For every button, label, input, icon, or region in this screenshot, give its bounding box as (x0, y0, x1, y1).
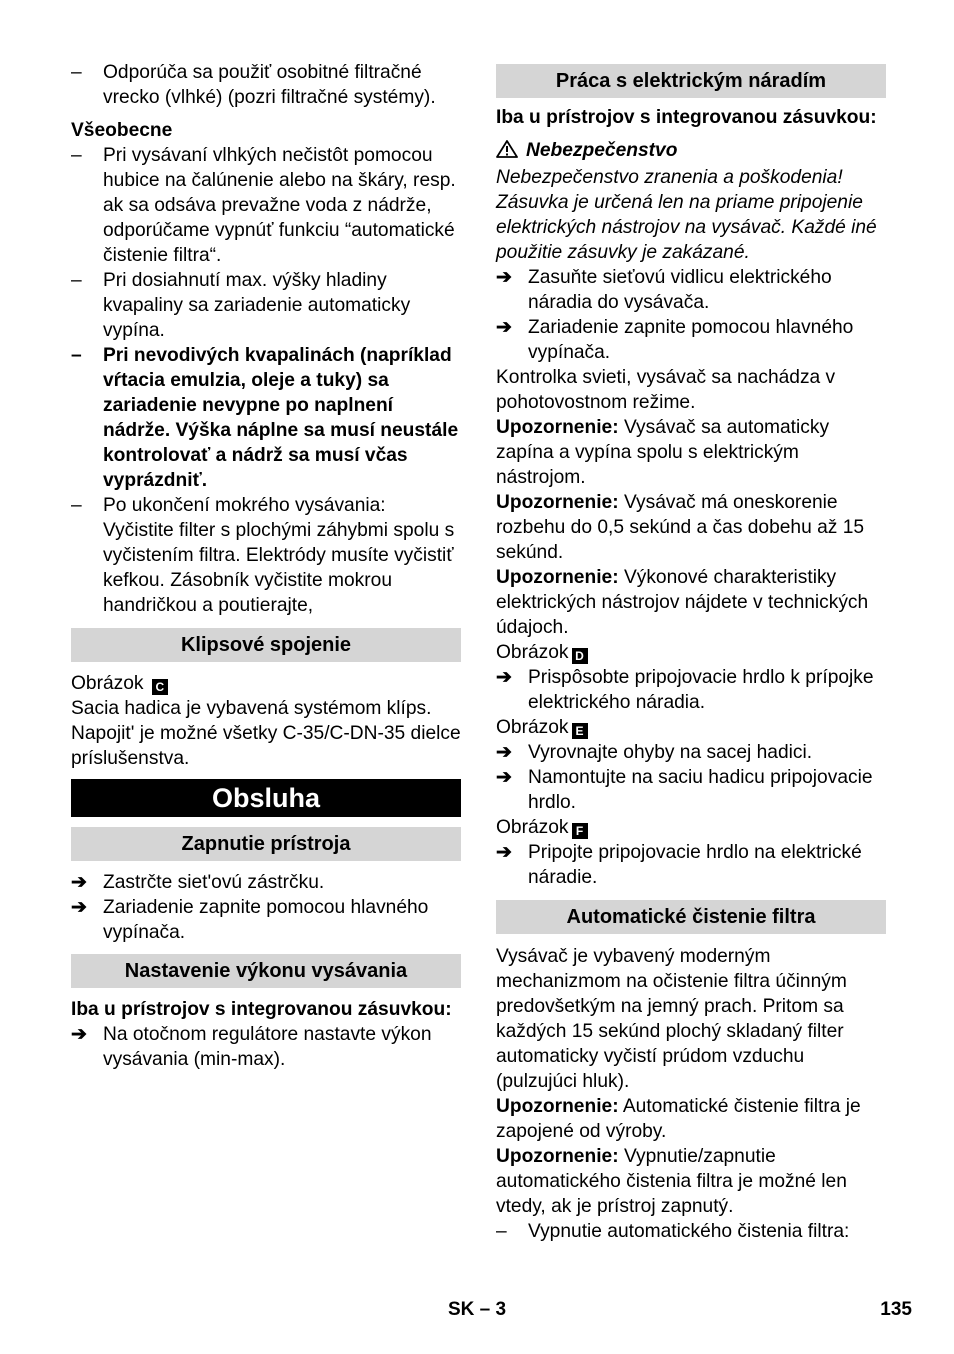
arrow-icon: ➔ (496, 767, 512, 788)
step-item: ➔ Zasuňte sieťovú vidlicu elektrického náradia do vysávača. (496, 267, 832, 313)
arrow-icon: ➔ (496, 742, 512, 763)
note: Upozornenie: Vysávač sa automaticky zapína a vypína spolu s elektrickým nástrojom. (496, 417, 830, 488)
figure-reference: Obrázok F (496, 815, 886, 840)
power-subheading: Iba u prístrojov s integrovanou zásuvkou: (71, 999, 452, 1020)
figure-label: Obrázok (71, 673, 144, 694)
note: Upozornenie: Vypnutie/zapnutie automatického čistenia filtra je možné len vtedy, ak je prístroj zapnutý. (496, 1146, 847, 1217)
figure-letter-badge: F (572, 823, 588, 839)
arrow-icon: ➔ (496, 667, 512, 688)
step-item: ➔ Prispôsobte pripojovacie hrdlo k prípojke elektrického náradia. (496, 667, 874, 713)
figure-letter-badge: C (152, 679, 168, 695)
figure-reference: Obrázok E (496, 715, 886, 740)
standby-text: Kontrolka svieti, vysávač sa nachádza v pohotovostnom režime. (496, 367, 836, 413)
step-item: ➔ Na otočnom regulátore nastavte výkon vysávania (min-max). (71, 1024, 432, 1070)
general-heading: Všeobecne (71, 120, 173, 141)
note: Upozornenie: Vysávač má oneskorenie rozbehu do 0,5 sekúnd a čas dobehu až 15 sekúnd. (496, 492, 865, 563)
step-item: ➔ Zariadenie zapnite pomocou hlavného vypínača. (71, 897, 429, 943)
auto-clean-list-item: – Vypnutie automatického čistenia filtra: (496, 1219, 886, 1244)
figure-reference (71, 671, 461, 696)
note: Upozornenie: Automatické čistenie filtra je zapojené od výroby. (496, 1096, 861, 1142)
section-heading-clip: Klipsové spojenie (71, 628, 461, 662)
figure-letter-badge: E (572, 723, 588, 739)
left-column (71, 60, 461, 1072)
arrow-icon: ➔ (496, 317, 512, 338)
step-item: ➔ Namontujte na saciu hadicu pripojovacie hrdlo. (496, 767, 873, 813)
step-item: ➔ Zariadenie zapnite pomocou hlavného vypínača. (496, 317, 854, 363)
step-item: ➔ Zastrčte siet'ovú zástrčku. (71, 872, 325, 893)
clip-text: Sacia hadica je vybavená systémom klíps. Napojit' je možné všetky C-35/C-DN-35 dielce príslušenstva. (71, 698, 461, 769)
danger-heading: Nebezpečenstvo (496, 138, 886, 163)
arrow-icon: ➔ (496, 267, 512, 288)
general-list-item: – Pri vysávaní vlhkých nečistôt pomocou hubice na čalúnenie alebo na škáry, resp. ak sa odsáva prevažne voda z nádrže, odporúčame vypnúť funkciu “automatické čistenie filtra“. (71, 143, 461, 268)
figure-letter-badge: D (572, 648, 588, 664)
general-list-item: – Po ukončení mokrého vysávania: Vyčistite filter s plochými záhybmi spolu s vyčistením filtra. Elektródy musíte vyčistiť kefkou. Zásobník vyčistite mokrou handričkou a poutierajte, (71, 493, 461, 618)
footer-language-code: SK – 3 (448, 1299, 507, 1320)
step-item: ➔ Pripojte pripojovacie hrdlo na elektrické náradie. (496, 842, 862, 888)
general-list-item-warning: – Pri nevodivých kvapalinách (napríklad vŕtacia emulzia, oleje a tuky) sa zariadenie nevypne po naplnení nádrže. Výška náplne sa musí neustále kontrolovať a nádrž sa musí včas vyprázdniť. (71, 343, 461, 493)
arrow-icon: ➔ (71, 872, 87, 893)
figure-reference: Obrázok D (496, 640, 886, 665)
general-list-item: – Pri dosiahnutí max. výšky hladiny kvapaliny sa zariadenie automaticky vypína. (71, 268, 461, 343)
danger-text: Nebezpečenstvo zranenia a poškodenia! Zásuvka je určená len na priame pripojenie elektrických nástrojov na vysávač. Každé iné použitie zásuvky je zakázané. (496, 167, 877, 263)
step-item: ➔ Vyrovnajte ohyby na sacej hadici. (496, 742, 813, 763)
arrow-icon: ➔ (71, 1024, 87, 1045)
section-heading-auto-clean: Automatické čistenie filtra (496, 900, 886, 934)
tools-subheading: Iba u prístrojov s integrovanou zásuvkou: (496, 107, 877, 128)
chapter-heading-operation: Obsluha (71, 779, 461, 817)
note: Upozornenie: Výkonové charakteristiky elektrických nástrojov nájdete v technických údajoch. (496, 567, 869, 638)
page-number: 135 (880, 1299, 912, 1320)
section-heading-tools: Práca s elektrickým náradím (496, 64, 886, 98)
right-column (496, 60, 886, 1244)
arrow-icon: ➔ (496, 842, 512, 863)
arrow-icon: ➔ (71, 897, 87, 918)
section-heading-switch-on: Zapnutie prístroja (71, 827, 461, 861)
auto-clean-text: Vysávač je vybavený moderným mechanizmom na očistenie filtra účinným predovšetkým na jemný prach. Pritom sa každých 15 sekúnd plochý skladaný filter automaticky vyčistí prúdom vzduchu (pulzujúci hluk). (496, 946, 847, 1092)
section-heading-power: Nastavenie výkonu vysávania (71, 954, 461, 988)
warning-triangle-icon (496, 140, 518, 158)
intro-list-item: – Odporúča sa použiť osobitné filtračné vrecko (vlhké) (pozri filtračné systémy). (71, 60, 461, 110)
